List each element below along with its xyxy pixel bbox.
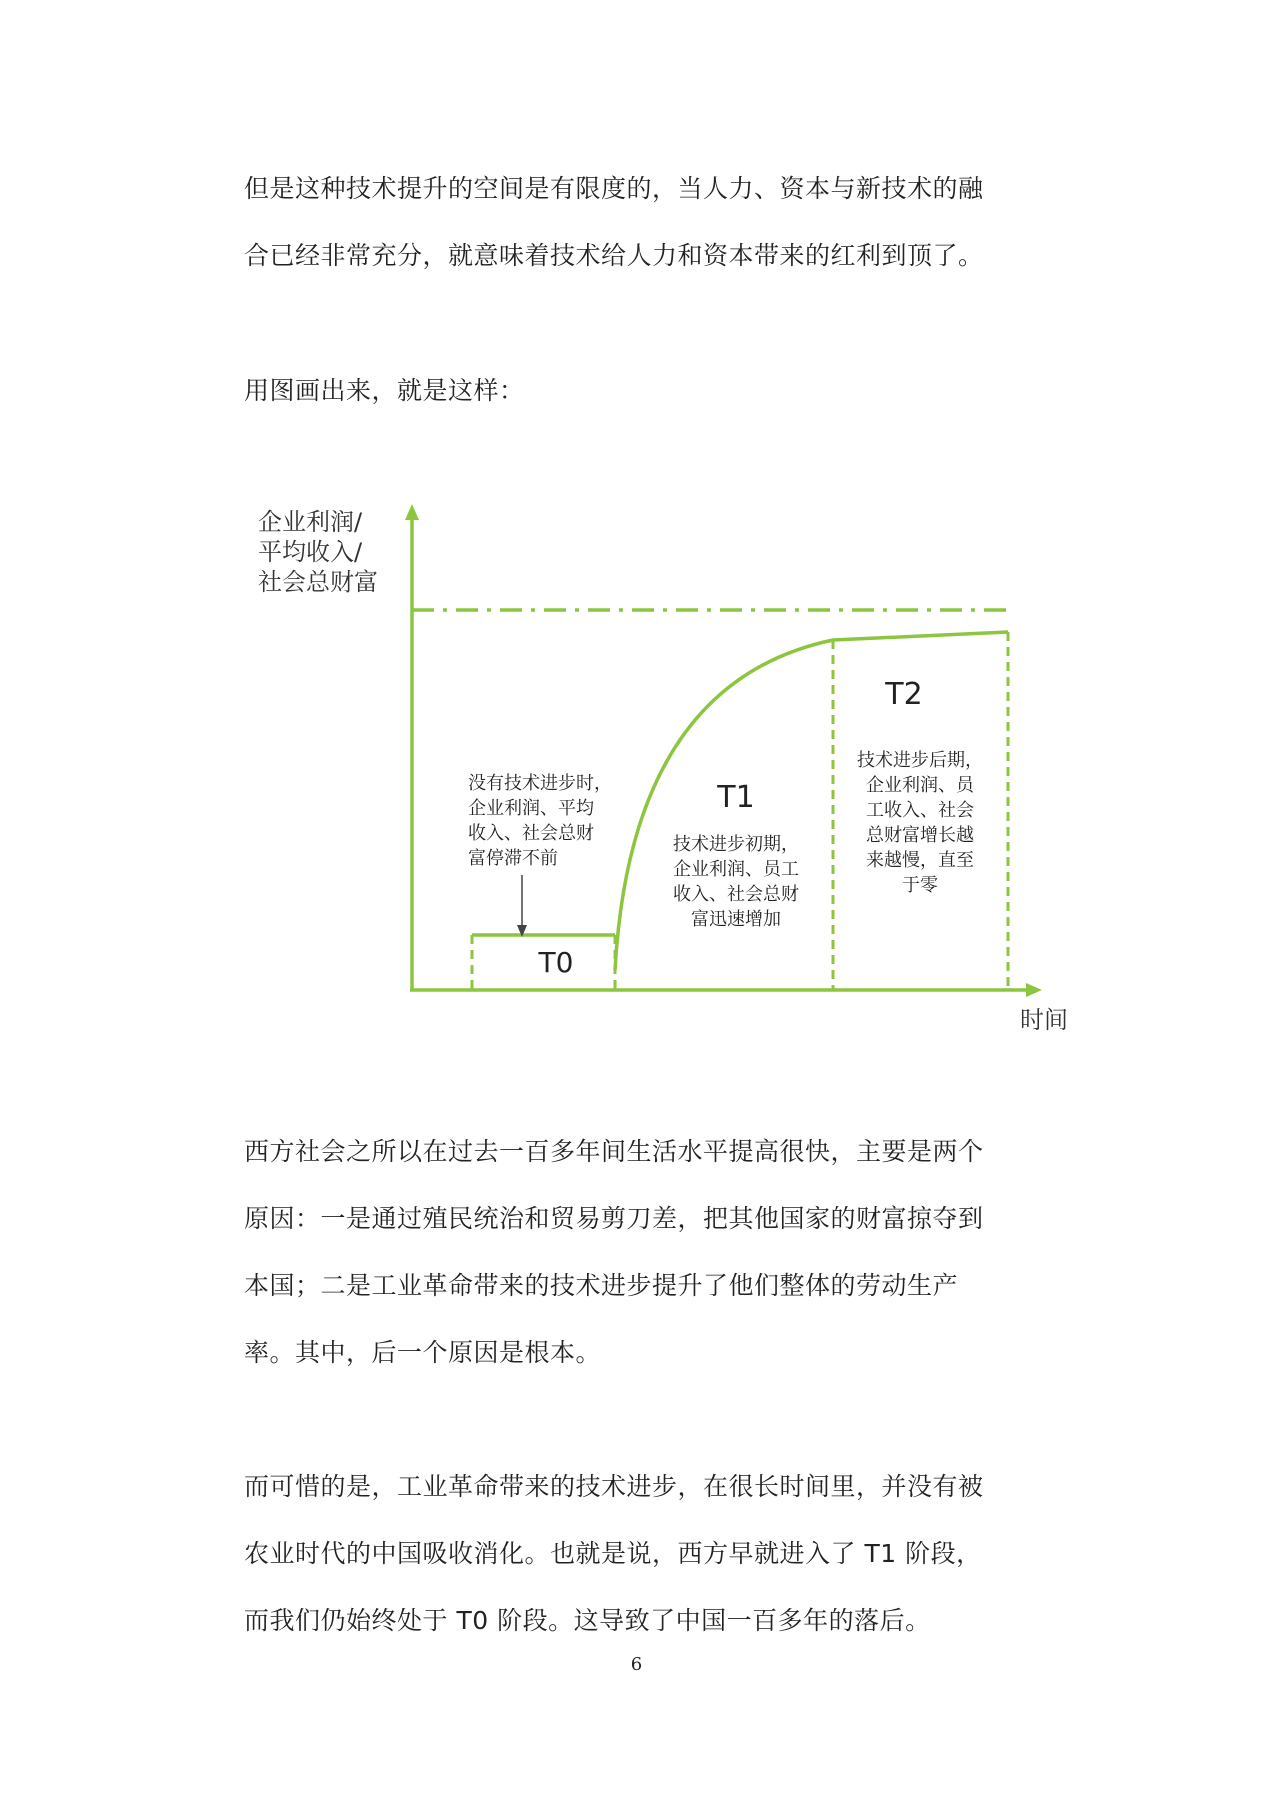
paragraph-line: 而可惜的是，工业革命带来的技术进步，在很长时间里，并没有被 [244, 1472, 984, 1501]
t2-annotation-line: 于零 [902, 875, 938, 896]
t2-annotation-line: 企业利润、员 [866, 775, 974, 796]
stage-label-t2: T2 [885, 677, 923, 712]
growth-stage-figure [240, 490, 1068, 1070]
y-axis-label-line: 平均收入/ [258, 538, 363, 566]
t2-annotation-line: 来越慢，直至 [866, 850, 974, 871]
paragraph-line: 农业时代的中国吸收消化。也就是说，西方早就进入了 T1 阶段， [244, 1539, 982, 1568]
x-axis-arrow-icon [1026, 983, 1042, 997]
paragraph-line: 率。其中，后一个原因是根本。 [244, 1338, 602, 1367]
t2-annotation-line: 技术进步后期， [857, 750, 983, 771]
t2-annotation-line: 工收入、社会 [866, 800, 974, 821]
t1-annotation-line: 企业利润、员工 [673, 859, 799, 880]
paragraph-line: 本国；二是工业革命带来的技术进步提升了他们整体的劳动生产 [244, 1271, 959, 1300]
stage-label-t1: T1 [717, 780, 755, 815]
paragraph-line: 而我们仍始终处于 T0 阶段。这导致了中国一百多年的落后。 [244, 1606, 931, 1635]
y-axis-label-line: 社会总财富 [258, 568, 378, 596]
y-axis-label-line: 企业利润/ [258, 508, 363, 536]
paragraph-tech-limit [244, 155, 1044, 289]
y-axis-arrow-icon [405, 504, 419, 520]
t2-annotation-line: 总财富增长越 [866, 825, 974, 846]
paragraph-line: 合已经非常充分，就意味着技术给人力和资本带来的红利到顶了。 [244, 241, 984, 270]
t0-annotation-line: 富停滞不前 [468, 848, 558, 869]
t1-annotation-line: 收入、社会总财 [673, 884, 799, 905]
t1-annotation-line: 富迅速增加 [691, 909, 781, 930]
page-number: 6 [630, 1654, 643, 1675]
paragraph-western-growth [244, 1118, 1044, 1386]
t0-annotation-line: 收入、社会总财 [468, 823, 594, 844]
t1-annotation-line: 技术进步初期， [673, 834, 799, 855]
t0-annotation-line: 企业利润、平均 [468, 798, 594, 819]
paragraph-line: 原因：一是通过殖民统治和贸易剪刀差，把其他国家的财富掠夺到 [244, 1204, 984, 1233]
paragraph-line: 西方社会之所以在过去一百多年间生活水平提高很快，主要是两个 [244, 1137, 984, 1166]
x-axis-label: 时间 [1020, 1006, 1068, 1034]
t0-annotation-line: 没有技术进步时， [468, 773, 612, 794]
paragraph-line: 用图画出来，就是这样： [244, 376, 525, 405]
paragraph-figure-intro [244, 357, 1044, 424]
paragraph-line: 但是这种技术提升的空间是有限度的，当人力、资本与新技术的融 [244, 174, 984, 203]
paragraph-china-lag [244, 1453, 1044, 1654]
stage-label-t0: T0 [538, 946, 574, 979]
